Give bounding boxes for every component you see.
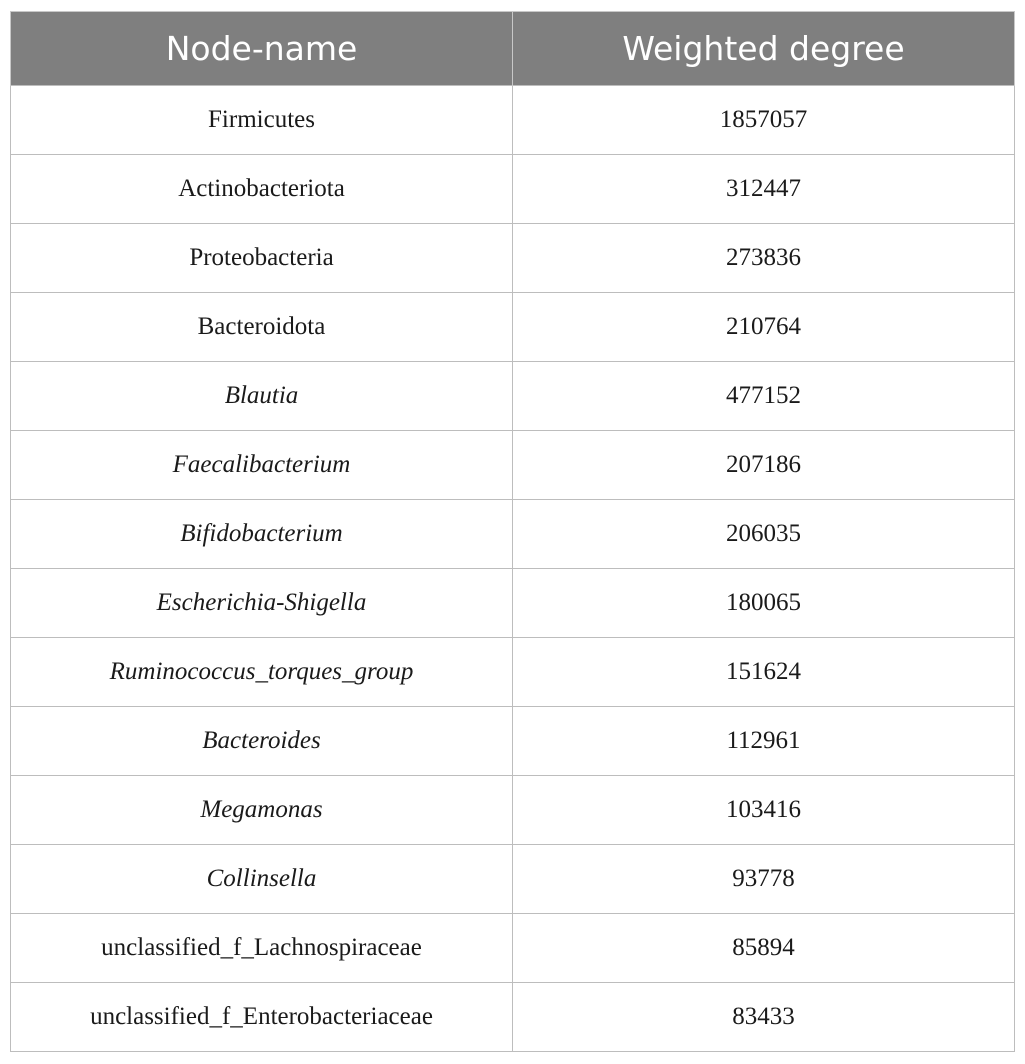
- node-name-cell: Faecalibacterium: [11, 431, 513, 500]
- table-row: [11, 155, 1015, 224]
- node-name-cell: Megamonas: [11, 776, 513, 845]
- table-row: [11, 983, 1015, 1052]
- header-row: [11, 12, 1015, 86]
- node-name-cell: Bacteroides: [11, 707, 513, 776]
- table-row: [11, 776, 1015, 845]
- table-row: [11, 914, 1015, 983]
- weighted-degree-cell: 151624: [513, 638, 1015, 707]
- weighted-degree-table: [10, 11, 1015, 1052]
- weighted-degree-cell: 477152: [513, 362, 1015, 431]
- table-row: [11, 431, 1015, 500]
- node-name-cell: unclassified_f_Enterobacteriaceae: [11, 983, 513, 1052]
- node-name-cell: Proteobacteria: [11, 224, 513, 293]
- table-row: [11, 638, 1015, 707]
- node-name-cell: Bacteroidota: [11, 293, 513, 362]
- table-row: [11, 86, 1015, 155]
- weighted-degree-cell: 206035: [513, 500, 1015, 569]
- weighted-degree-cell: 312447: [513, 155, 1015, 224]
- node-name-cell: Escherichia-Shigella: [11, 569, 513, 638]
- weighted-degree-cell: 103416: [513, 776, 1015, 845]
- node-name-cell: Collinsella: [11, 845, 513, 914]
- weighted-degree-cell: 207186: [513, 431, 1015, 500]
- weighted-degree-cell: 180065: [513, 569, 1015, 638]
- header-node-name: Node-name: [11, 12, 513, 86]
- node-name-cell: Firmicutes: [11, 86, 513, 155]
- table-row: [11, 707, 1015, 776]
- table-row: [11, 500, 1015, 569]
- table-container: [10, 11, 1014, 1052]
- node-name-cell: Actinobacteriota: [11, 155, 513, 224]
- weighted-degree-cell: 210764: [513, 293, 1015, 362]
- table-row: [11, 569, 1015, 638]
- node-name-cell: Blautia: [11, 362, 513, 431]
- node-name-cell: Bifidobacterium: [11, 500, 513, 569]
- weighted-degree-cell: 273836: [513, 224, 1015, 293]
- node-name-cell: unclassified_f_Lachnospiraceae: [11, 914, 513, 983]
- table-body: [11, 86, 1015, 1052]
- node-name-cell: Ruminococcus_torques_group: [11, 638, 513, 707]
- weighted-degree-cell: 83433: [513, 983, 1015, 1052]
- table-header: [11, 12, 1015, 86]
- weighted-degree-cell: 85894: [513, 914, 1015, 983]
- weighted-degree-cell: 93778: [513, 845, 1015, 914]
- header-weighted-degree: Weighted degree: [513, 12, 1015, 86]
- table-row: [11, 845, 1015, 914]
- table-row: [11, 224, 1015, 293]
- table-row: [11, 293, 1015, 362]
- table-row: [11, 362, 1015, 431]
- weighted-degree-cell: 1857057: [513, 86, 1015, 155]
- weighted-degree-cell: 112961: [513, 707, 1015, 776]
